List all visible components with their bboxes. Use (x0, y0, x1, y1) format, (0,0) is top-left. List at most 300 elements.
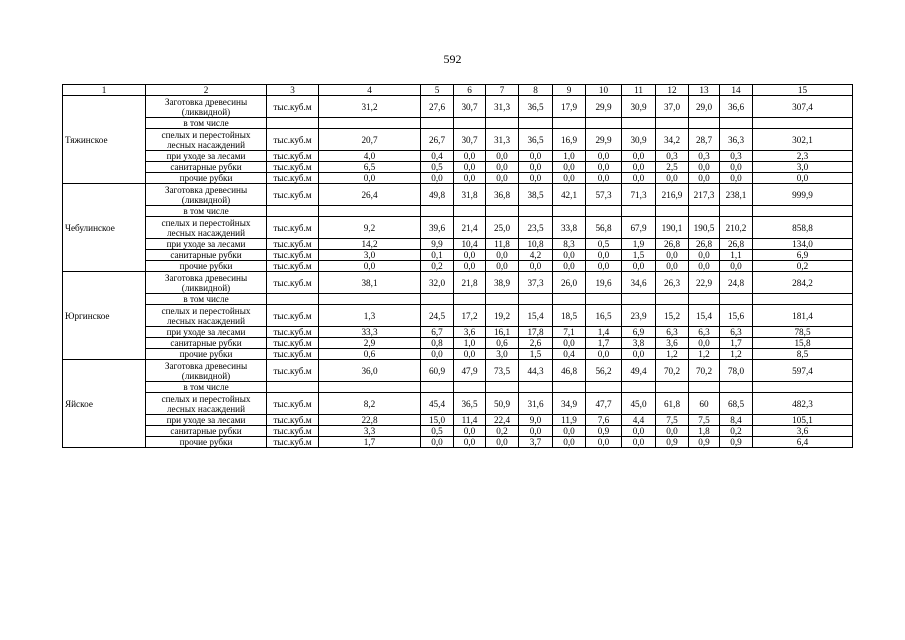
value-cell: 0,0 (486, 250, 519, 261)
column-header-cell: 11 (622, 85, 656, 96)
value-cell (586, 118, 622, 129)
value-cell: 0,0 (486, 173, 519, 184)
value-cell: 42,1 (553, 184, 586, 206)
value-cell: 3,6 (753, 426, 853, 437)
value-cell: 0,5 (586, 239, 622, 250)
table-row (63, 96, 853, 118)
value-cell: 0,0 (622, 349, 656, 360)
value-cell (586, 382, 622, 393)
row-label-cell: в том числе (146, 118, 267, 129)
value-cell: 216,9 (656, 184, 689, 206)
value-cell: 15,8 (753, 338, 853, 349)
value-cell: 17,2 (454, 305, 486, 327)
value-cell: 181,4 (753, 305, 853, 327)
value-cell: 25,0 (486, 217, 519, 239)
value-cell: 0,0 (454, 437, 486, 448)
value-cell: 11,4 (454, 415, 486, 426)
value-cell: 190,1 (656, 217, 689, 239)
value-cell: 0,0 (586, 349, 622, 360)
value-cell (753, 382, 853, 393)
value-cell: 39,6 (421, 217, 454, 239)
value-cell: 0,0 (553, 250, 586, 261)
value-cell: 3,6 (454, 327, 486, 338)
value-cell: 3,0 (753, 162, 853, 173)
value-cell: 0,0 (486, 261, 519, 272)
value-cell (454, 294, 486, 305)
value-cell: 0,0 (586, 173, 622, 184)
district-name-cell: Тяжинское (63, 96, 146, 184)
value-cell: 9,0 (519, 415, 553, 426)
value-cell (519, 294, 553, 305)
value-cell: 0,0 (454, 426, 486, 437)
value-cell: 0,6 (486, 338, 519, 349)
value-cell: 1,7 (586, 338, 622, 349)
value-cell: 29,9 (586, 129, 622, 151)
value-cell: 3,6 (656, 338, 689, 349)
value-cell: 0,0 (586, 250, 622, 261)
value-cell: 0,0 (519, 151, 553, 162)
value-cell (421, 294, 454, 305)
value-cell: 19,6 (586, 272, 622, 294)
value-cell: 0,0 (622, 426, 656, 437)
table-row (63, 349, 853, 360)
value-cell: 0,9 (586, 426, 622, 437)
value-cell: 0,0 (656, 250, 689, 261)
value-cell: 6,5 (319, 162, 421, 173)
value-cell: 0,0 (454, 250, 486, 261)
value-cell: 2,9 (319, 338, 421, 349)
value-cell: 0,0 (586, 261, 622, 272)
table-row (63, 426, 853, 437)
value-cell: 3,0 (319, 250, 421, 261)
value-cell: 0,9 (656, 437, 689, 448)
row-label-cell: санитарные рубки (146, 162, 267, 173)
value-cell: 32,0 (421, 272, 454, 294)
value-cell: 29,9 (586, 96, 622, 118)
value-cell (689, 382, 720, 393)
value-cell: 33,8 (553, 217, 586, 239)
value-cell: 0,0 (656, 173, 689, 184)
table-row (63, 294, 853, 305)
row-label-cell: спелых и перестойных лесных насаждений (146, 305, 267, 327)
value-cell: 1,9 (622, 239, 656, 250)
value-cell: 0,0 (720, 162, 753, 173)
value-cell: 0,0 (454, 151, 486, 162)
unit-cell: тыс.куб.м (267, 349, 319, 360)
unit-cell: тыс.куб.м (267, 162, 319, 173)
value-cell: 57,3 (586, 184, 622, 206)
value-cell: 190,5 (689, 217, 720, 239)
value-cell: 0,0 (720, 173, 753, 184)
value-cell: 3,3 (319, 426, 421, 437)
value-cell: 1,2 (720, 349, 753, 360)
value-cell (553, 118, 586, 129)
value-cell: 0,1 (421, 250, 454, 261)
value-cell: 21,8 (454, 272, 486, 294)
value-cell (586, 206, 622, 217)
value-cell: 0,3 (720, 151, 753, 162)
value-cell (454, 206, 486, 217)
value-cell: 7,5 (656, 415, 689, 426)
value-cell: 8,5 (753, 349, 853, 360)
value-cell: 23,5 (519, 217, 553, 239)
table-row (63, 173, 853, 184)
value-cell: 16,9 (553, 129, 586, 151)
value-cell: 23,9 (622, 305, 656, 327)
value-cell: 1,0 (454, 338, 486, 349)
value-cell: 16,1 (486, 327, 519, 338)
unit-cell (267, 118, 319, 129)
district-name-cell: Яйское (63, 360, 146, 448)
table-row (63, 360, 853, 382)
value-cell: 0,5 (421, 426, 454, 437)
value-cell: 7,6 (586, 415, 622, 426)
value-cell: 26,8 (720, 239, 753, 250)
value-cell: 1,8 (689, 426, 720, 437)
value-cell: 0,0 (656, 426, 689, 437)
value-cell: 0,0 (553, 261, 586, 272)
value-cell (656, 294, 689, 305)
table-row (63, 217, 853, 239)
value-cell: 11,9 (553, 415, 586, 426)
row-label-cell: прочие рубки (146, 349, 267, 360)
value-cell: 61,8 (656, 393, 689, 415)
value-cell (454, 118, 486, 129)
value-cell: 60,9 (421, 360, 454, 382)
value-cell: 0,0 (454, 261, 486, 272)
column-header-cell: 2 (146, 85, 267, 96)
value-cell: 8,3 (553, 239, 586, 250)
value-cell: 26,0 (553, 272, 586, 294)
value-cell (753, 118, 853, 129)
value-cell (622, 206, 656, 217)
value-cell: 1,2 (656, 349, 689, 360)
value-cell: 26,8 (689, 239, 720, 250)
value-cell: 26,3 (656, 272, 689, 294)
value-cell: 71,3 (622, 184, 656, 206)
table-row (63, 206, 853, 217)
value-cell: 0,0 (689, 250, 720, 261)
value-cell: 18,5 (553, 305, 586, 327)
value-cell: 14,2 (319, 239, 421, 250)
value-cell: 0,3 (656, 151, 689, 162)
table-row (63, 272, 853, 294)
row-label-cell: Заготовка древесины (ликвидной) (146, 272, 267, 294)
value-cell: 999,9 (753, 184, 853, 206)
value-cell: 0,0 (553, 173, 586, 184)
unit-cell: тыс.куб.м (267, 217, 319, 239)
row-label-cell: Заготовка древесины (ликвидной) (146, 96, 267, 118)
value-cell: 49,4 (622, 360, 656, 382)
value-cell (553, 382, 586, 393)
value-cell: 7,5 (689, 415, 720, 426)
column-header-cell: 13 (689, 85, 720, 96)
value-cell: 31,3 (486, 129, 519, 151)
table-row (63, 415, 853, 426)
value-cell: 56,8 (586, 217, 622, 239)
value-cell: 0,0 (656, 261, 689, 272)
value-cell: 11,8 (486, 239, 519, 250)
row-label-cell: санитарные рубки (146, 338, 267, 349)
value-cell (519, 118, 553, 129)
value-cell: 4,4 (622, 415, 656, 426)
column-header-cell: 3 (267, 85, 319, 96)
value-cell (486, 294, 519, 305)
row-label-cell: в том числе (146, 382, 267, 393)
column-header-cell: 14 (720, 85, 753, 96)
value-cell: 0,0 (454, 173, 486, 184)
row-label-cell: при уходе за лесами (146, 415, 267, 426)
value-cell: 0,0 (519, 162, 553, 173)
value-cell: 45,4 (421, 393, 454, 415)
value-cell: 0,2 (421, 261, 454, 272)
value-cell: 2,3 (753, 151, 853, 162)
value-cell: 6,3 (656, 327, 689, 338)
value-cell: 482,3 (753, 393, 853, 415)
value-cell: 78,5 (753, 327, 853, 338)
value-cell: 0,0 (486, 162, 519, 173)
value-cell: 0,0 (720, 261, 753, 272)
value-cell: 6,9 (622, 327, 656, 338)
value-cell: 46,8 (553, 360, 586, 382)
district-name-cell: Юргинское (63, 272, 146, 360)
value-cell (519, 382, 553, 393)
value-cell: 36,8 (486, 184, 519, 206)
value-cell: 1,5 (622, 250, 656, 261)
value-cell: 37,3 (519, 272, 553, 294)
value-cell: 0,0 (421, 349, 454, 360)
value-cell: 78,0 (720, 360, 753, 382)
value-cell: 0,0 (486, 437, 519, 448)
value-cell: 36,5 (519, 129, 553, 151)
row-label-cell: в том числе (146, 206, 267, 217)
column-header-cell: 15 (753, 85, 853, 96)
value-cell: 1,4 (586, 327, 622, 338)
value-cell: 0,3 (689, 151, 720, 162)
value-cell: 50,9 (486, 393, 519, 415)
value-cell (553, 294, 586, 305)
unit-cell: тыс.куб.м (267, 393, 319, 415)
column-header-cell: 4 (319, 85, 421, 96)
value-cell (720, 118, 753, 129)
unit-cell: тыс.куб.м (267, 426, 319, 437)
unit-cell: тыс.куб.м (267, 250, 319, 261)
value-cell: 858,8 (753, 217, 853, 239)
value-cell: 0,0 (689, 173, 720, 184)
value-cell: 0,0 (622, 162, 656, 173)
value-cell: 30,7 (454, 96, 486, 118)
value-cell: 36,5 (454, 393, 486, 415)
value-cell: 17,8 (519, 327, 553, 338)
value-cell: 0,4 (553, 349, 586, 360)
unit-cell: тыс.куб.м (267, 360, 319, 382)
table-row (63, 151, 853, 162)
value-cell: 6,3 (689, 327, 720, 338)
value-cell: 44,3 (519, 360, 553, 382)
row-label-cell: санитарные рубки (146, 250, 267, 261)
value-cell (753, 294, 853, 305)
value-cell: 0,6 (319, 349, 421, 360)
value-cell: 0,2 (753, 261, 853, 272)
unit-cell (267, 206, 319, 217)
unit-cell: тыс.куб.м (267, 151, 319, 162)
unit-cell: тыс.куб.м (267, 261, 319, 272)
row-label-cell: спелых и перестойных лесных насаждений (146, 129, 267, 151)
value-cell: 0,2 (720, 426, 753, 437)
value-cell: 0,0 (622, 261, 656, 272)
value-cell: 31,6 (519, 393, 553, 415)
value-cell: 27,6 (421, 96, 454, 118)
value-cell: 22,4 (486, 415, 519, 426)
value-cell: 0,0 (689, 162, 720, 173)
value-cell: 217,3 (689, 184, 720, 206)
row-label-cell: прочие рубки (146, 173, 267, 184)
value-cell: 3,7 (519, 437, 553, 448)
value-cell: 6,3 (720, 327, 753, 338)
value-cell: 0,5 (421, 162, 454, 173)
unit-cell: тыс.куб.м (267, 327, 319, 338)
table-row (63, 338, 853, 349)
value-cell (319, 294, 421, 305)
value-cell: 597,4 (753, 360, 853, 382)
value-cell: 17,9 (553, 96, 586, 118)
unit-cell: тыс.куб.м (267, 96, 319, 118)
value-cell: 60 (689, 393, 720, 415)
value-cell (319, 118, 421, 129)
value-cell (519, 206, 553, 217)
table-row (63, 118, 853, 129)
value-cell: 0,0 (486, 151, 519, 162)
value-cell: 8,2 (319, 393, 421, 415)
value-cell: 0,0 (586, 162, 622, 173)
value-cell: 0,2 (486, 426, 519, 437)
value-cell: 36,0 (319, 360, 421, 382)
value-cell: 0,0 (553, 162, 586, 173)
value-cell: 0,0 (519, 426, 553, 437)
value-cell: 15,2 (656, 305, 689, 327)
value-cell: 0,8 (421, 338, 454, 349)
value-cell: 0,0 (622, 437, 656, 448)
value-cell (622, 294, 656, 305)
value-cell: 0,0 (553, 437, 586, 448)
forestry-table (62, 84, 853, 448)
value-cell: 70,2 (656, 360, 689, 382)
value-cell: 4,0 (319, 151, 421, 162)
table-row (63, 184, 853, 206)
value-cell: 22,8 (319, 415, 421, 426)
value-cell: 210,2 (720, 217, 753, 239)
value-cell: 3,0 (486, 349, 519, 360)
row-label-cell: при уходе за лесами (146, 151, 267, 162)
value-cell: 30,9 (622, 96, 656, 118)
value-cell: 33,3 (319, 327, 421, 338)
row-label-cell: прочие рубки (146, 437, 267, 448)
value-cell: 6,7 (421, 327, 454, 338)
value-cell: 2,5 (656, 162, 689, 173)
value-cell: 70,2 (689, 360, 720, 382)
value-cell: 24,5 (421, 305, 454, 327)
value-cell: 67,9 (622, 217, 656, 239)
table-row (63, 393, 853, 415)
value-cell (319, 206, 421, 217)
value-cell: 28,7 (689, 129, 720, 151)
value-cell: 6,4 (753, 437, 853, 448)
table-row (63, 305, 853, 327)
value-cell: 26,7 (421, 129, 454, 151)
table-row (63, 162, 853, 173)
value-cell (421, 382, 454, 393)
value-cell: 30,7 (454, 129, 486, 151)
table-row (63, 382, 853, 393)
value-cell: 29,0 (689, 96, 720, 118)
unit-cell: тыс.куб.м (267, 415, 319, 426)
table-row (63, 250, 853, 261)
table-row (63, 239, 853, 250)
row-label-cell: санитарные рубки (146, 426, 267, 437)
unit-cell: тыс.куб.м (267, 272, 319, 294)
value-cell: 30,9 (622, 129, 656, 151)
value-cell: 8,4 (720, 415, 753, 426)
value-cell: 0,0 (586, 151, 622, 162)
value-cell (586, 294, 622, 305)
value-cell (689, 206, 720, 217)
value-cell: 0,9 (720, 437, 753, 448)
row-label-cell: Заготовка древесины (ликвидной) (146, 360, 267, 382)
value-cell: 1,2 (689, 349, 720, 360)
value-cell (454, 382, 486, 393)
value-cell: 1,1 (720, 250, 753, 261)
value-cell: 22,9 (689, 272, 720, 294)
value-cell: 302,1 (753, 129, 853, 151)
value-cell (486, 382, 519, 393)
value-cell (486, 118, 519, 129)
table-row (63, 261, 853, 272)
column-header-cell: 6 (454, 85, 486, 96)
value-cell: 15,4 (519, 305, 553, 327)
unit-cell: тыс.куб.м (267, 129, 319, 151)
row-label-cell: спелых и перестойных лесных насаждений (146, 393, 267, 415)
value-cell: 36,6 (720, 96, 753, 118)
value-cell: 45,0 (622, 393, 656, 415)
value-cell (720, 294, 753, 305)
district-name-cell: Чебулинское (63, 184, 146, 272)
value-cell (753, 206, 853, 217)
value-cell (689, 294, 720, 305)
value-cell: 24,8 (720, 272, 753, 294)
value-cell (622, 382, 656, 393)
value-cell: 105,1 (753, 415, 853, 426)
value-cell: 0,0 (553, 426, 586, 437)
value-cell: 47,7 (586, 393, 622, 415)
value-cell: 0,0 (421, 173, 454, 184)
value-cell: 0,0 (319, 261, 421, 272)
page-number: 592 (443, 52, 462, 66)
row-label-cell: при уходе за лесами (146, 239, 267, 250)
value-cell: 3,8 (622, 338, 656, 349)
column-header-cell: 9 (553, 85, 586, 96)
value-cell: 9,9 (421, 239, 454, 250)
value-cell: 6,9 (753, 250, 853, 261)
value-cell: 26,8 (656, 239, 689, 250)
unit-cell (267, 382, 319, 393)
value-cell: 0,0 (586, 437, 622, 448)
value-cell (553, 206, 586, 217)
value-cell: 0,0 (454, 349, 486, 360)
value-cell (486, 206, 519, 217)
value-cell: 26,4 (319, 184, 421, 206)
table-row (63, 129, 853, 151)
value-cell: 15,4 (689, 305, 720, 327)
